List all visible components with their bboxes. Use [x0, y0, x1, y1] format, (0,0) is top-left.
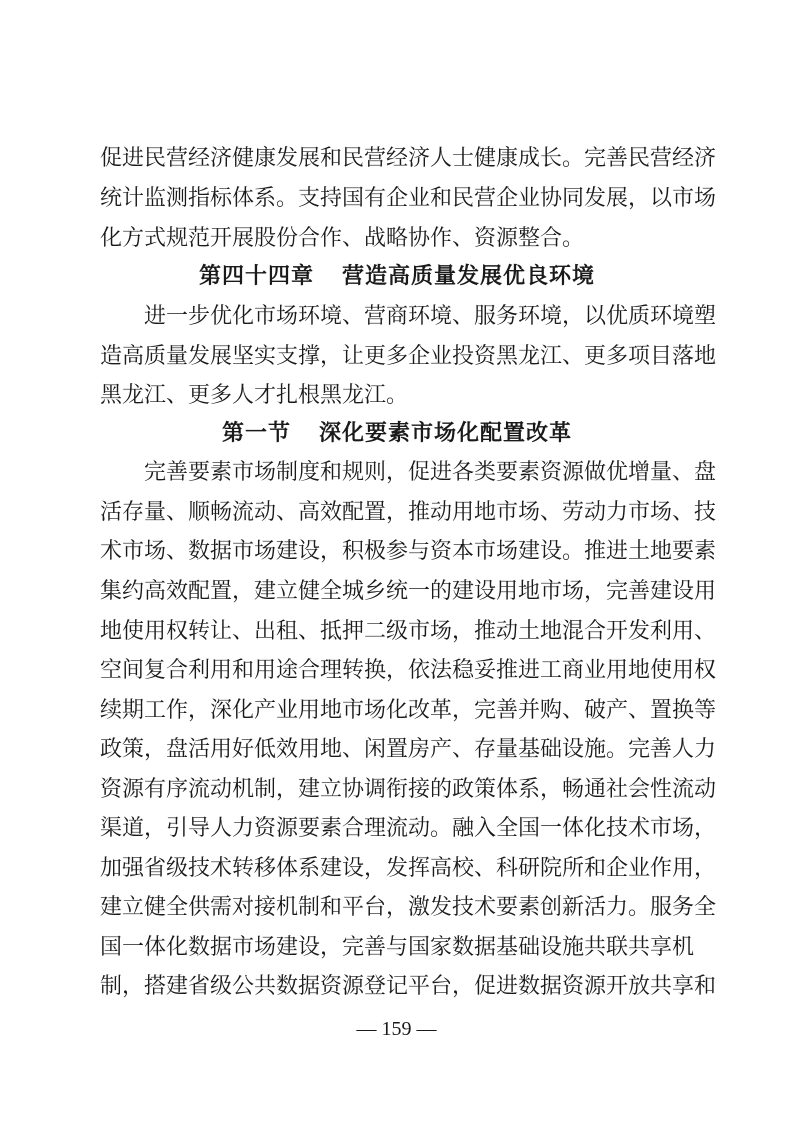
paragraph-3-line-9: 资源有序流动机制，建立协调衔接的政策体系，畅通社会性流动	[100, 777, 717, 802]
paragraph-3-line-2: 活存量、顺畅流动、高效配置，推动用地市场、劳动力市场、技	[100, 500, 717, 525]
paragraph-1-line-2: 统计监测指标体系。支持国有企业和民营企业协同发展，以市场	[100, 186, 717, 211]
chapter-heading	[100, 256, 694, 296]
paragraph-2-line-1: 进一步优化市场环境、营商环境、服务环境，以优质环境塑	[144, 304, 717, 329]
section-number: 第一节	[221, 420, 291, 446]
paragraph-1-line-3: 化方式规范开展股份合作、战略协作、资源整合。	[100, 226, 585, 251]
paragraph-3-line-6: 空间复合利用和用途合理转换，依法稳妥推进工商业用地使用权	[100, 658, 717, 683]
paragraph-3-line-13: 国一体化数据市场建设，完善与国家数据基础设施共联共享机	[100, 935, 695, 960]
paragraph-2-line-2: 造高质量发展坚实支撑，让更多企业投资黑龙江、更多项目落地	[100, 344, 717, 369]
paragraph-3-line-12: 建立健全供需对接机制和平台，激发技术要素创新活力。服务全	[100, 895, 717, 920]
page-number: — 159 —	[356, 1018, 437, 1040]
chapter-title: 营造高质量发展优良环境	[342, 263, 596, 289]
paragraph-2-line-3: 黑龙江、更多人才扎根黑龙江。	[100, 383, 409, 408]
paragraph-3-line-8: 政策，盘活用好低效用地、闲置房产、存量基础设施。完善人力	[100, 737, 717, 762]
section-heading	[100, 413, 694, 453]
paragraph-1-line-1: 促进民营经济健康发展和民营经济人士健康成长。完善民营经济	[100, 146, 717, 171]
section-title: 深化要素市场化配置改革	[319, 420, 573, 446]
chapter-number: 第四十四章	[198, 263, 314, 289]
paragraph-3-line-3: 术市场、数据市场建设，积极参与资本市场建设。推进土地要素	[100, 539, 717, 564]
paragraph-3-line-5: 地使用权转让、出租、抵押二级市场，推动土地混合开发利用、	[100, 619, 717, 644]
paragraph-3-line-7: 续期工作，深化产业用地市场化改革，完善并购、破产、置换等	[100, 698, 717, 723]
paragraph-3-line-11: 加强省级技术转移体系建设，发挥高校、科研院所和企业作用，	[100, 856, 717, 881]
paragraph-3-line-4: 集约高效配置，建立健全城乡统一的建设用地市场，完善建设用	[100, 579, 717, 604]
paragraph-3-line-1: 完善要素市场制度和规则，促进各类要素资源做优增量、盘	[144, 460, 717, 485]
paragraph-3-line-14: 制，搭建省级公共数据资源登记平台，促进数据资源开放共享和	[100, 974, 717, 999]
paragraph-3-line-10: 渠道，引导人力资源要素合理流动。融入全国一体化技术市场，	[100, 816, 717, 841]
